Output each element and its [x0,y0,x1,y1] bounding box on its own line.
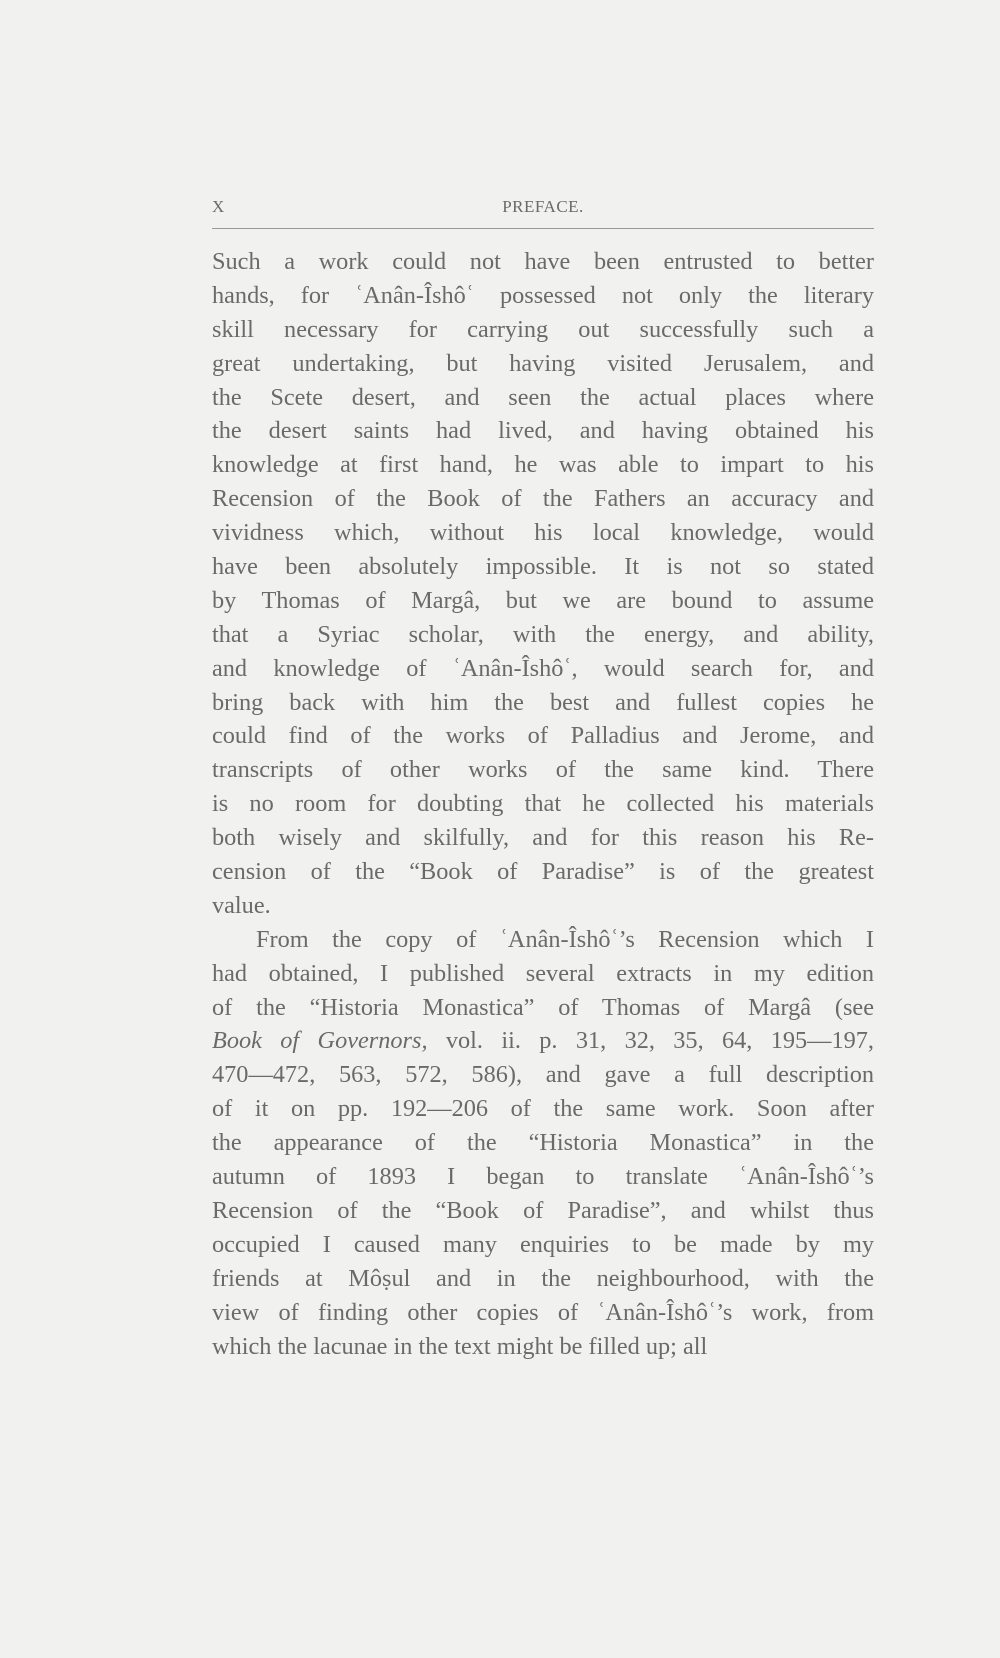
paragraph-1 [212,245,874,923]
text-run: vol. ii. p. 31, 32, 35, 64, 195—197, [427,1027,874,1055]
text-line: bring back with him the best and fullest copies he [212,688,874,716]
body-text [212,245,874,1363]
text-line: vividness which, without his local knowledge, would [212,519,874,547]
paragraph-2 [212,923,874,1364]
text-line: both wisely and skilfully, and for this reason his Re- [212,824,874,852]
italic-title: Book of Governors, [212,1027,428,1055]
text-line: From the copy of ʿAnân-Îshôʿ’s Recension which I [256,925,874,953]
text-line: the Scete desert, and seen the actual places where [212,383,874,411]
text-line: the appearance of the “Historia Monastica” in the [212,1129,874,1157]
text-line: have been absolutely impossible. It is not so stated [212,553,874,581]
text-line: had obtained, I published several extracts in my edition [212,959,874,987]
page-header [212,197,874,221]
text-line: friends at Môṣul and in the neighbourhood, with the [212,1264,874,1292]
text-line: that a Syriac scholar, with the energy, and ability, [212,620,874,648]
text-line: great undertaking, but having visited Jerusalem, and [212,349,874,377]
text-line: and knowledge of ʿAnân-Îshôʿ, would search for, and [212,654,874,682]
text-line: of it on pp. 192—206 of the same work. Soon after [212,1095,874,1123]
text-line: which the lacunae in the text might be filled up; all [212,1332,708,1360]
text-line [212,1024,874,1058]
running-title: PREFACE. [502,197,584,216]
text-line: view of finding other copies of ʿAnân-Îshôʿ’s work, from [212,1298,874,1326]
text-line: 470—472, 563, 572, 586), and gave a full description [212,1061,874,1089]
text-line: transcripts of other works of the same kind. There [212,756,874,784]
text-line: Recension of the Book of the Fathers an accuracy and [212,485,874,513]
text-line: Such a work could not have been entrusted to better [212,248,874,275]
text-line: by Thomas of Margâ, but we are bound to assume [212,586,874,614]
text-line: autumn of 1893 I began to translate ʿAnân-Îshôʿ’s [212,1163,874,1191]
text-line: occupied I caused many enquiries to be made by my [212,1230,874,1258]
text-line: value. [212,891,271,919]
header-rule [212,228,874,229]
text-line: could find of the works of Palladius and Jerome, and [212,722,874,750]
page-number: X [212,197,225,216]
text-line: is no room for doubting that he collected his materials [212,790,874,818]
text-line: Recension of the “Book of Paradise”, and whilst thus [212,1196,874,1224]
text-line: hands, for ʿAnân-Îshôʿ possessed not only the literary [212,281,874,309]
text-line: cension of the “Book of Paradise” is of the greatest [212,858,874,886]
text-line: skill necessary for carrying out successfully such a [212,315,874,343]
text-line: of the “Historia Monastica” of Thomas of Margâ (see [212,993,874,1021]
text-line: knowledge at first hand, he was able to impart to his [212,451,874,479]
text-line: the desert saints had lived, and having obtained his [212,417,874,445]
